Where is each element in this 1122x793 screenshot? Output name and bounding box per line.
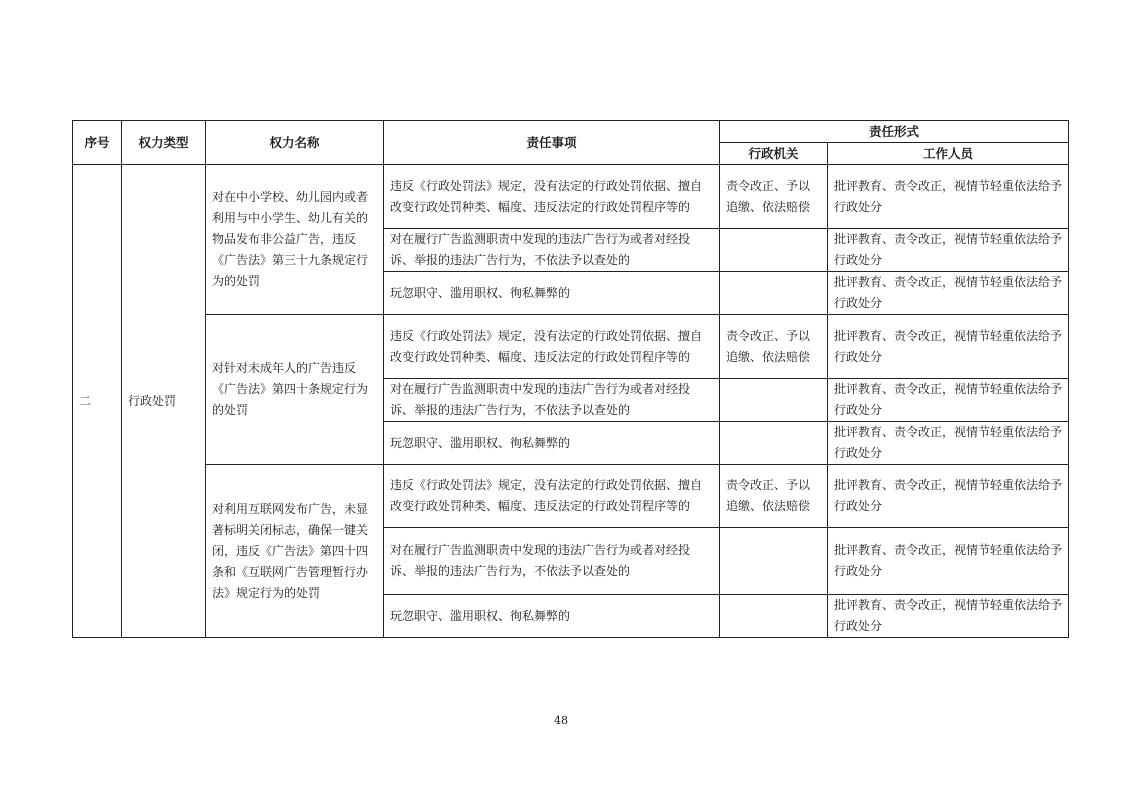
agency-cell — [720, 272, 828, 315]
responsibility-table — [72, 120, 1069, 638]
matter-cell: 对在履行广告监测职责中发现的违法广告行为或者对经投诉、举报的违法广告行为，不依法予以查处的 — [384, 229, 720, 272]
staff-cell: 批评教育、责令改正，视情节轻重依法给予行政处分 — [828, 272, 1069, 315]
staff-cell: 批评教育、责令改正，视情节轻重依法给予行政处分 — [828, 315, 1069, 379]
staff-cell: 批评教育、责令改正，视情节轻重依法给予行政处分 — [828, 422, 1069, 465]
staff-cell: 批评教育、责令改正，视情节轻重依法给予行政处分 — [828, 379, 1069, 422]
matter-cell: 玩忽职守、滥用职权、徇私舞弊的 — [384, 595, 720, 638]
header-staff: 工作人员 — [828, 143, 1069, 165]
type-cell: 行政处罚 — [122, 165, 206, 638]
page-number: 48 — [554, 714, 568, 727]
matter-cell: 违反《行政处罚法》规定，没有法定的行政处罚依据、擅自改变行政处罚种类、幅度、违反法定的行政处罚程序等的 — [384, 315, 720, 379]
matter-cell: 违反《行政处罚法》规定，没有法定的行政处罚依据、擅自改变行政处罚种类、幅度、违反法定的行政处罚程序等的 — [384, 465, 720, 528]
agency-cell: 责令改正、予以追缴、依法赔偿 — [720, 315, 828, 379]
header-agency: 行政机关 — [720, 143, 828, 165]
power-name-cell: 对针对未成年人的广告违反《广告法》第四十条规定行为的处罚 — [206, 315, 384, 465]
agency-cell — [720, 379, 828, 422]
header-seq: 序号 — [73, 121, 122, 165]
matter-cell: 对在履行广告监测职责中发现的违法广告行为或者对经投诉、举报的违法广告行为，不依法予以查处的 — [384, 528, 720, 595]
power-name-cell: 对利用互联网发布广告，未显著标明关闭标志，确保一键关闭，违反《广告法》第四十四条和《互联网广告管理暂行办法》规定行为的处罚 — [206, 465, 384, 638]
matter-cell: 对在履行广告监测职责中发现的违法广告行为或者对经投诉、举报的违法广告行为，不依法予以查处的 — [384, 379, 720, 422]
agency-cell — [720, 595, 828, 638]
header-matters: 责任事项 — [384, 121, 720, 165]
matter-cell: 违反《行政处罚法》规定，没有法定的行政处罚依据、擅自改变行政处罚种类、幅度、违反法定的行政处罚程序等的 — [384, 165, 720, 229]
agency-cell: 责令改正、予以追缴、依法赔偿 — [720, 165, 828, 229]
agency-cell — [720, 422, 828, 465]
matter-cell: 玩忽职守、滥用职权、徇私舞弊的 — [384, 272, 720, 315]
agency-cell — [720, 229, 828, 272]
header-type: 权力类型 — [122, 121, 206, 165]
power-name-cell: 对在中小学校、幼儿园内或者利用与中小学生、幼儿有关的物品发布非公益广告，违反《广告法》第三十九条规定行为的处罚 — [206, 165, 384, 315]
staff-cell: 批评教育、责令改正，视情节轻重依法给予行政处分 — [828, 165, 1069, 229]
staff-cell: 批评教育、责令改正，视情节轻重依法给予行政处分 — [828, 229, 1069, 272]
staff-cell: 批评教育、责令改正，视情节轻重依法给予行政处分 — [828, 465, 1069, 528]
matter-cell: 玩忽职守、滥用职权、徇私舞弊的 — [384, 422, 720, 465]
agency-cell — [720, 528, 828, 595]
header-form: 责任形式 — [720, 121, 1069, 143]
seq-cell: 二 — [73, 165, 122, 638]
staff-cell: 批评教育、责令改正，视情节轻重依法给予行政处分 — [828, 528, 1069, 595]
staff-cell: 批评教育、责令改正，视情节轻重依法给予行政处分 — [828, 595, 1069, 638]
agency-cell: 责令改正、予以追缴、依法赔偿 — [720, 465, 828, 528]
header-name: 权力名称 — [206, 121, 384, 165]
